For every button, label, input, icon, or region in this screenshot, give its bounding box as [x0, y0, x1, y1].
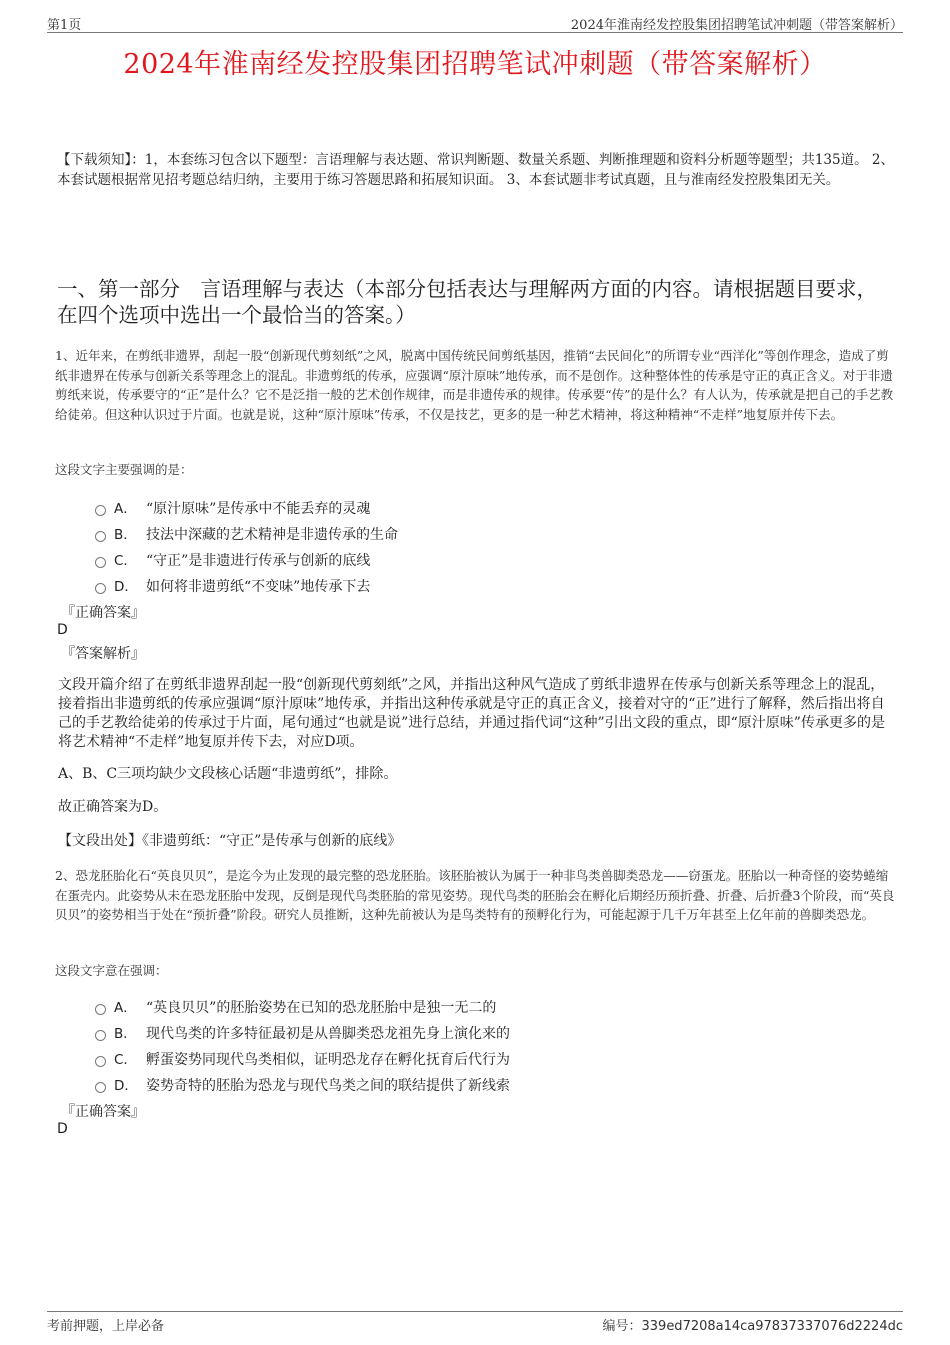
option-key: B．	[114, 1026, 137, 1042]
question-2-option-a[interactable]	[95, 996, 496, 1016]
page-header	[47, 14, 903, 33]
analysis-label: 『答案解析』	[61, 646, 145, 662]
option-key: D．	[114, 1078, 138, 1094]
question-2-option-c[interactable]	[95, 1048, 510, 1068]
option-key: C．	[114, 553, 137, 569]
option-key: C．	[114, 1052, 137, 1068]
question-2-option-b[interactable]	[95, 1022, 510, 1042]
radio-icon[interactable]	[95, 505, 106, 516]
question-1-passage: 1、近年来，在剪纸非遗界，刮起一股“创新现代剪刻纸”之风，脱离中国传统民间剪纸基因，推销“去民间化”的所谓专业“西洋化”等创作理念，造成了剪纸非遗界在传承与创新关系等理念上的混乱。非遗剪纸的传承，应强调“原汁原味”地传承，而不是创作。这种整体性的传承是守正的真正含义。对于非遗剪纸来说，传承要守的“正”是什么？它不是泛指一般的艺术创作规律，而是非遗传承的规律。传承要“传”的是什么？有人认为，传承就是把自己的手艺教给徒弟。但这种认识过于片面。也就是说，这种“原汁原味”传承，不仅是技艺，更多的是一种艺术精神，将这种精神“不走样”地复原并传下去。	[55, 348, 894, 422]
option-text: “原汁原味”是传承中不能丢弃的灵魂	[146, 501, 371, 517]
question-2-passage: 2、恐龙胚胎化石“英良贝贝”，是迄今为止发现的最完整的恐龙胚胎。该胚胎被认为属于一种非鸟类兽脚类恐龙——窃蛋龙。胚胎以一种奇怪的姿势蜷缩在蛋壳内。此姿势从未在恐龙胚胎中发现，反倒是现代鸟类胚胎的常见姿势。现代鸟类的胚胎会在孵化后期经历预折叠、折叠、后折叠3个阶段，而“英良贝贝”的姿势相当于处在“预折叠”阶段。研究人员推断，这种先前被认为是鸟类特有的预孵化行为，可能起源于几千万年甚至上亿年前的兽脚类恐龙。	[55, 868, 895, 922]
header-doc-title: 2024年淮南经发控股集团招聘笔试冲刺题（带答案解析）	[570, 18, 903, 33]
option-key: A．	[114, 501, 137, 517]
question-1-option-b[interactable]	[95, 523, 398, 543]
option-key: B．	[114, 527, 137, 543]
option-text: 姿势奇特的胚胎为恐龙与现代鸟类之间的联结提供了新线索	[146, 1078, 510, 1094]
answer-analysis: 文段开篇介绍了在剪纸非遗界刮起一股“创新现代剪刻纸”之风，并指出这种风气造成了剪纸非遗界在传承与创新关系等理念上的混乱，接着指出非遗剪纸的传承应强调“原汁原味”地传承，并指出这种传承就是守正的真正含义，接着对守的“正”进行了解释，然后指出将自己的手艺教给徒弟的传承过于片面，尾句通过“也就是说”进行总结，并通过指代词“这种”引出文段的重点，即“原汁原味”传承更多的是将艺术精神“不走样”地复原并传下去，对应D项。	[58, 677, 885, 750]
correct-answer-label: 『正确答案』	[61, 1104, 145, 1120]
option-text: 技法中深藏的艺术精神是非遗传承的生命	[146, 527, 398, 543]
radio-icon[interactable]	[95, 1056, 106, 1067]
radio-icon[interactable]	[95, 583, 106, 594]
option-text: 如何将非遗剪纸“不变味”地传承下去	[146, 579, 371, 595]
document-title: 2024年淮南经发控股集团招聘笔试冲刺题（带答案解析）	[123, 49, 827, 80]
question-1-stem: 这段文字主要强调的是：	[55, 462, 193, 477]
question-2-option-d[interactable]	[95, 1074, 510, 1094]
radio-icon[interactable]	[95, 557, 106, 568]
option-text: 孵蛋姿势同现代鸟类相似，证明恐龙存在孵化抚育后代行为	[146, 1052, 510, 1068]
radio-icon[interactable]	[95, 1082, 106, 1093]
footer-slogan: 考前押题，上岸必备	[47, 1319, 165, 1334]
passage-source: 【文段出处】《非遗剪纸：“守正”是传承与创新的底线》	[58, 833, 402, 849]
option-text: “英良贝贝”的胚胎姿势在已知的恐龙胚胎中是独一无二的	[146, 1000, 497, 1016]
question-1-option-a[interactable]	[95, 497, 370, 517]
answer-conclusion: 故正确答案为D。	[58, 799, 168, 815]
radio-icon[interactable]	[95, 1004, 106, 1015]
answer-elimination: A、B、C三项均缺少文段核心话题“非遗剪纸”，排除。	[58, 766, 398, 782]
section-heading: 一、第一部分 言语理解与表达（本部分包括表达与理解两方面的内容。请根据题目要求，在四个选项中选出一个最恰当的答案。）	[57, 277, 877, 327]
page-footer	[47, 1311, 903, 1332]
option-key: D．	[114, 579, 138, 595]
radio-icon[interactable]	[95, 531, 106, 542]
question-1-option-c[interactable]	[95, 549, 370, 569]
option-text: 现代鸟类的许多特征最初是从兽脚类恐龙祖先身上演化来的	[146, 1026, 510, 1042]
correct-answer-label: 『正确答案』	[61, 605, 145, 621]
download-notice: 【下载须知】：1，本套练习包含以下题型：言语理解与表达题、常识判断题、数量关系题、判断推理题和资料分析题等题型；共135道。 2、本套试题根据常见招考题总结归纳，主要用于练习答题思路和拓展知识面。 3、本套试题非考试真题，且与淮南经发控股集团无关。	[57, 152, 894, 188]
correct-answer: D	[57, 622, 68, 638]
page-number: 第1页	[47, 18, 82, 33]
correct-answer: D	[57, 1121, 68, 1137]
option-text: “守正”是非遗进行传承与创新的底线	[146, 553, 371, 569]
question-1-option-d[interactable]	[95, 575, 370, 595]
footer-code-label: 编号：	[602, 1319, 642, 1334]
footer-code-value: 339ed7208a14ca97837337076d2224dc	[641, 1319, 903, 1334]
question-2-stem: 这段文字意在强调：	[55, 963, 168, 978]
radio-icon[interactable]	[95, 1030, 106, 1041]
option-key: A．	[114, 1000, 137, 1016]
footer-code	[602, 1315, 903, 1334]
